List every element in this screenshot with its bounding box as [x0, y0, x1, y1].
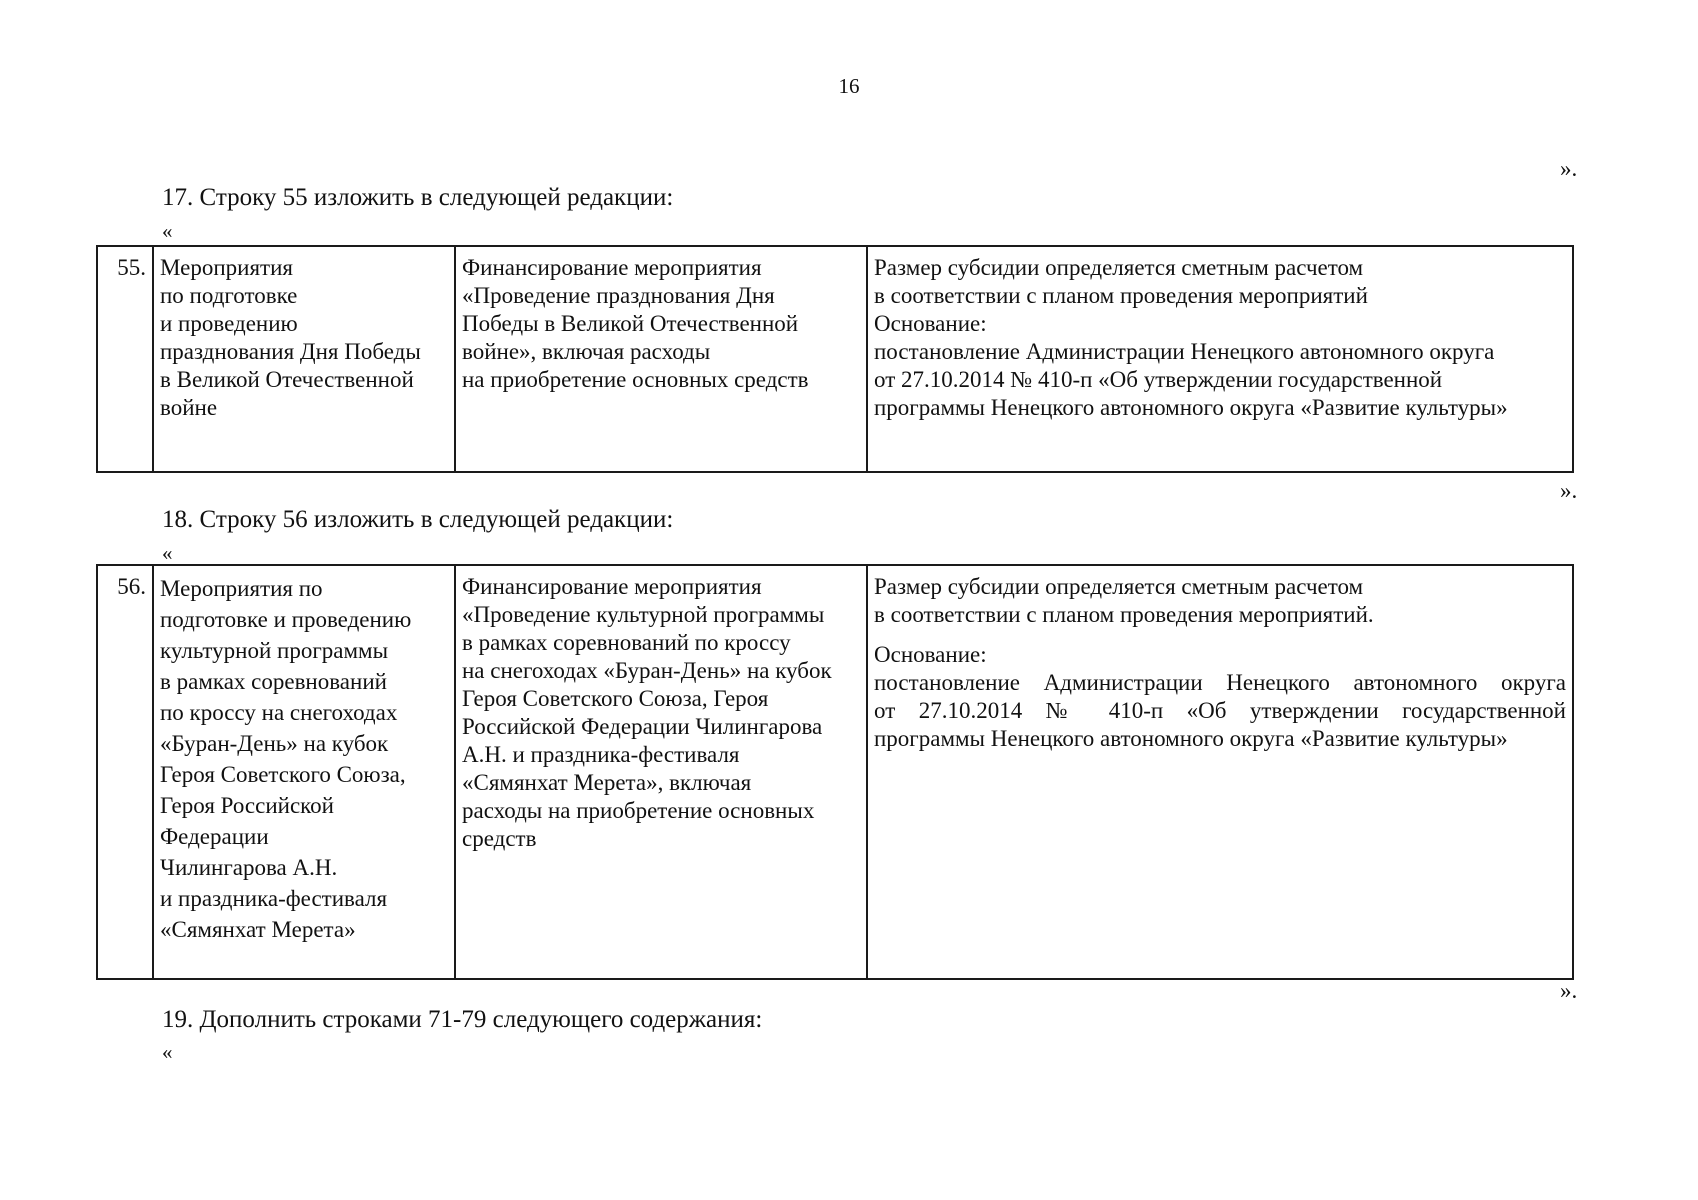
row-number: 55.	[117, 255, 146, 280]
event-name-line: Героя Советского Союза,	[160, 762, 406, 787]
expense-line: «Проведение культурной программы	[462, 602, 825, 627]
paragraph-gap	[874, 629, 1566, 641]
event-name-line: в Великой Отечественной	[160, 367, 414, 392]
expense-line: Российской Федерации Чилингарова	[462, 714, 823, 739]
basis-line: Размер субсидии определяется сметным расчетом	[874, 574, 1364, 599]
event-name-line: и праздника-фестиваля	[160, 886, 388, 911]
event-name-line: подготовке и проведению	[160, 607, 412, 632]
section-heading-17: 17. Строку 55 изложить в следующей редакции:	[162, 184, 674, 211]
page-number: 16	[838, 74, 860, 98]
expense-line: Победы в Великой Отечественной	[462, 311, 799, 336]
opening-quote-19: «	[162, 1040, 173, 1064]
basis-line: Размер субсидии определяется сметным расчетом	[874, 255, 1364, 280]
event-name-line: Мероприятия	[160, 255, 293, 280]
row-number-cell	[97, 246, 153, 472]
event-name-line: празднования Дня Победы	[160, 339, 421, 364]
event-name-line: Федерации	[160, 824, 269, 849]
closing-quote-previous: ».	[1560, 156, 1578, 181]
event-name-line: Героя Российской	[160, 793, 334, 818]
opening-quote-18: «	[162, 541, 173, 565]
basis-line: в соответствии с планом проведения мероприятий.	[874, 602, 1374, 627]
expense-line: Финансирование мероприятия	[462, 574, 762, 599]
event-name-line: в рамках соревнований	[160, 669, 387, 694]
basis-line: постановление Администрации Ненецкого автономного округа	[874, 670, 1566, 695]
basis-line: программы Ненецкого автономного округа «Развитие культуры»	[874, 395, 1508, 420]
table-row-56	[96, 564, 1574, 980]
expense-line: А.Н. и праздника-фестиваля	[462, 742, 740, 767]
table-row-55	[96, 245, 1574, 473]
basis-line: от 27.10.2014 № 410-п «Об утверждении государственной	[874, 367, 1443, 392]
expense-line: на приобретение основных средств	[462, 367, 809, 392]
event-name-line: войне	[160, 395, 218, 420]
expense-line: расходы на приобретение основных	[462, 798, 815, 823]
basis-line: в соответствии с планом проведения мероприятий	[874, 283, 1368, 308]
expense-line: в рамках соревнований по кроссу	[462, 630, 791, 655]
event-name-line: «Буран-День» на кубок	[160, 731, 389, 756]
row-number-cell	[97, 565, 153, 979]
expense-line: на снегоходах «Буран-День» на кубок	[462, 658, 832, 683]
event-name-line: «Сямянхат Мерета»	[160, 917, 356, 942]
closing-quote-18: ».	[1560, 978, 1578, 1003]
basis-line: Основание:	[874, 642, 987, 667]
basis-cell	[867, 565, 1573, 979]
event-name-line: по кроссу на снегоходах	[160, 700, 398, 725]
expense-cell	[455, 565, 867, 979]
expense-line: войне», включая расходы	[462, 339, 711, 364]
basis-line: от 27.10.2014 № 410-п «Об утверждении государственной	[874, 698, 1566, 723]
opening-quote-17: «	[162, 219, 173, 243]
expense-line: средств	[462, 826, 537, 851]
basis-cell	[867, 246, 1573, 472]
closing-quote-17: ».	[1560, 478, 1578, 503]
row-number: 56.	[117, 574, 146, 599]
basis-line: программы Ненецкого автономного округа «Развитие культуры»	[874, 726, 1508, 751]
section-heading-18: 18. Строку 56 изложить в следующей редакции:	[162, 506, 674, 533]
event-name-cell	[153, 246, 455, 472]
basis-line: Основание:	[874, 311, 987, 336]
expense-cell	[455, 246, 867, 472]
expense-line: «Сямянхат Мерета», включая	[462, 770, 752, 795]
event-name-line: культурной программы	[160, 638, 389, 663]
expense-line: Героя Советского Союза, Героя	[462, 686, 769, 711]
event-name-line: и проведению	[160, 311, 298, 336]
event-name-line: Чилингарова А.Н.	[160, 855, 338, 880]
expense-line: «Проведение празднования Дня	[462, 283, 775, 308]
event-name-line: по подготовке	[160, 283, 298, 308]
basis-line: постановление Администрации Ненецкого автономного округа	[874, 339, 1495, 364]
event-name-line: Мероприятия по	[160, 576, 323, 601]
section-heading-19: 19. Дополнить строками 71-79 следующего содержания:	[162, 1006, 763, 1033]
expense-line: Финансирование мероприятия	[462, 255, 762, 280]
event-name-cell	[153, 565, 455, 979]
